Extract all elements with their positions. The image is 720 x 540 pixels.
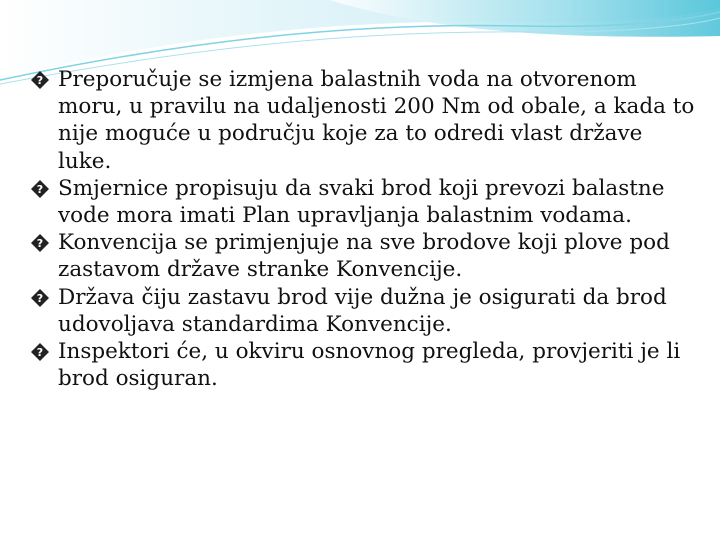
missing-glyph-icon <box>31 180 49 198</box>
bullet-item <box>30 338 700 392</box>
svg-text:?: ? <box>36 74 44 87</box>
svg-text:?: ? <box>36 182 44 196</box>
svg-text:?: ? <box>36 291 44 305</box>
missing-glyph-icon <box>31 343 49 361</box>
bullet-text: Preporučuje se izmjena balastnih voda na otvorenom moru, u pravilu na udaljenosti 200 Nm od obale, a kada to nije moguće u području koje za to odredi vlast države luke. <box>58 67 695 174</box>
bullet-text: Smjernice propisuju da svaki brod koji prevozi balastne vode mora imati Plan upravljanja balastnim vodama. <box>58 175 665 229</box>
bullet-text: Konvencija se primjenjuje na sve brodove koji plove pod zastavom države stranke Konvencije. <box>58 230 670 283</box>
bullet-item <box>30 229 700 283</box>
bullet-text: Država čiju zastavu brod vije dužna je osigurati da brod udovoljava standardima Konvencije. <box>58 284 667 337</box>
bullet-item <box>30 66 700 175</box>
bullet-list <box>30 66 700 392</box>
missing-glyph-icon <box>31 71 49 89</box>
missing-glyph-icon <box>31 234 49 252</box>
svg-text:?: ? <box>36 346 44 360</box>
bullet-text: Inspektori će, u okviru osnovnog pregleda, provjeriti je li brod osiguran. <box>58 339 681 392</box>
bullet-item <box>30 175 700 229</box>
bullet-item <box>30 284 700 338</box>
svg-text:?: ? <box>36 237 44 251</box>
missing-glyph-icon <box>31 289 49 307</box>
